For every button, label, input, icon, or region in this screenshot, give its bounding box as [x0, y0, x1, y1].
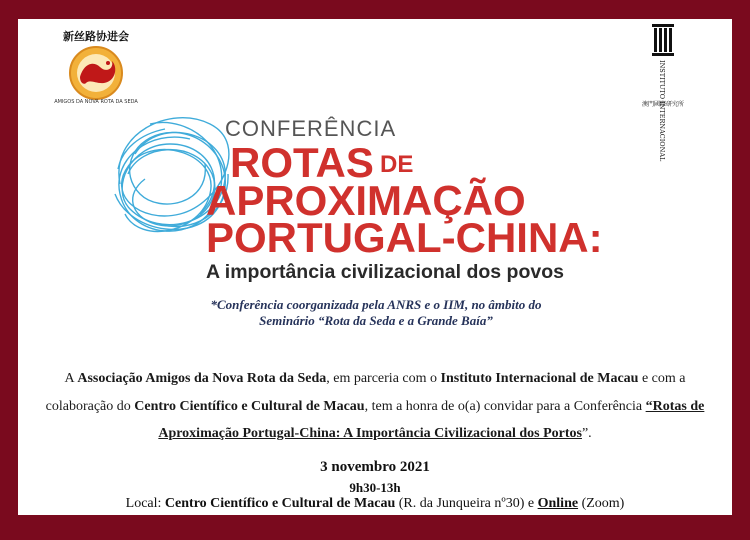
location-address: (R. da Junqueira nº30) e — [395, 496, 538, 511]
coorganization-note — [118, 297, 634, 329]
org-cccm: Centro Científico e Cultural de Macau — [134, 398, 365, 414]
location-label: Local: — [125, 496, 165, 511]
org-iim: Instituto Internacional de Macau — [440, 371, 639, 386]
anrs-logo-ring-text: AMIGOS DA NOVA ROTA DA SEDA — [54, 99, 138, 105]
body-text-5: ”. — [581, 426, 592, 441]
body-text-2: , em parceria com o — [326, 371, 441, 386]
anrs-logo-chinese: 新丝路协进会 — [63, 30, 129, 43]
iim-logo-text: INSTITUTO INTERNACIONAL — [658, 60, 666, 162]
location-platform: (Zoom) — [578, 496, 625, 511]
invitation-body — [32, 365, 718, 448]
note-line-1: *Conferência coorganizada pela ANRS e o IIM, no âmbito do — [210, 297, 542, 312]
event-location — [18, 496, 732, 512]
title-line2: APROXIMAÇÃO — [206, 177, 526, 224]
note-line-2: Seminário “Rota da Seda e a Grande Baía” — [259, 313, 493, 328]
body-text-4: , tem a honra de o(a) convidar para a Conferência — [364, 398, 646, 414]
event-title-link[interactable]: “Rotas de Aproximação Portugal-China: A Importância Civilizacional dos Portos — [158, 398, 705, 441]
event-date: 3 novembro 2021 — [320, 459, 430, 475]
title-subtitle: A importância civilizacional dos povos — [206, 261, 564, 283]
conference-title-graphic — [100, 94, 640, 283]
title-line1-de: DE — [380, 151, 414, 178]
iim-logo-chinese: 澳門國際研究所 — [641, 101, 685, 108]
title-line3: PORTUGAL-CHINA: — [206, 214, 603, 261]
body-text-1: A — [64, 371, 78, 386]
invitation-card — [18, 19, 732, 515]
location-venue: Centro Científico e Cultural de Macau — [164, 496, 396, 511]
title-kicker: CONFERÊNCIA — [225, 116, 397, 141]
online-link[interactable]: Online — [537, 496, 579, 511]
event-time: 9h30-13h — [349, 480, 401, 495]
org-anrs: Associação Amigos da Nova Rota da Seda — [77, 371, 327, 386]
iim-logo — [638, 22, 688, 162]
body-text-3: e com a colaboração do — [45, 371, 686, 414]
title-line1-rotas: ROTAS — [230, 139, 374, 186]
